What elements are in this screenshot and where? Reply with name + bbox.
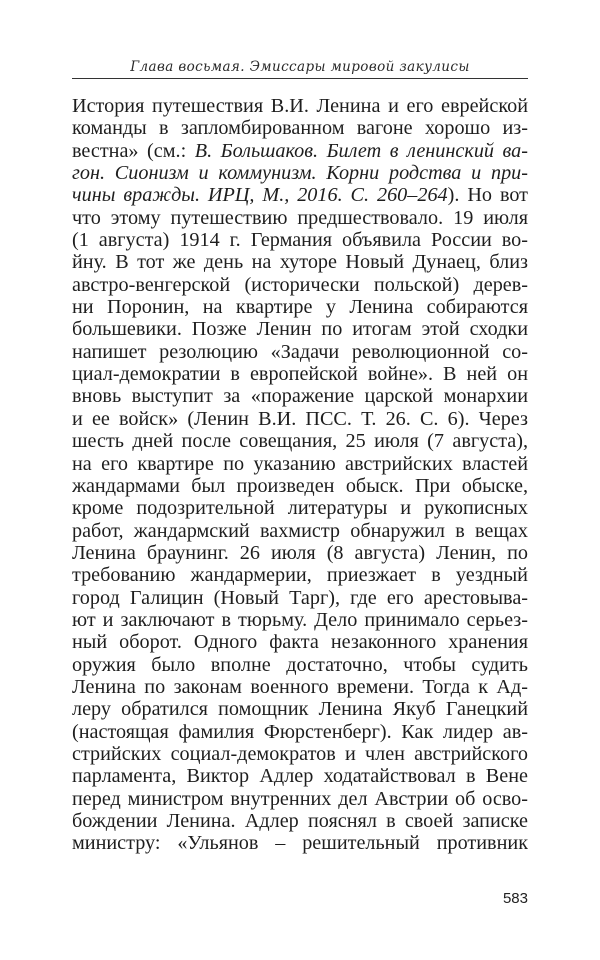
citation-text: гон. Сионизм и коммунизм. Корни родства и при-: [72, 162, 528, 185]
body-segment: перед министром внутренних дел Австрии об осво-: [72, 787, 528, 810]
text-line: [72, 341, 528, 363]
text-line: [72, 251, 528, 273]
body-segment: Ленина по законам военного времени. Тогда к Ад-: [72, 675, 528, 698]
body-segment: вестна» (см.:: [72, 139, 195, 162]
header-rule: [72, 78, 528, 79]
text-line: [72, 832, 528, 854]
body-segment: работ, жандармский вахмистр обнаружил в вещах: [72, 519, 528, 542]
text-line: [72, 743, 528, 765]
body-segment: большевики. Позже Ленин по итогам этой сходки: [72, 318, 528, 341]
body-segment: кроме подозрительной литературы и рукописных: [72, 497, 528, 520]
body-segment: ни Поронин, на квартире у Ленина собираются: [72, 296, 528, 319]
text-line: [72, 184, 528, 206]
body-segment: йну. В тот же день на хуторе Новый Дунаец, близ: [72, 251, 528, 274]
text-line: [72, 564, 528, 586]
text-line: [72, 788, 528, 810]
body-segment: вновь выступит за «поражение царской монархии: [72, 385, 528, 408]
body-segment: министру: «Ульянов – решительный противник: [72, 832, 528, 855]
body-segment: леру обратился помощник Ленина Якуб Ганецкий: [72, 698, 528, 721]
text-line: [72, 453, 528, 475]
text-line: [72, 698, 528, 720]
text-line: [72, 609, 528, 631]
body-segment: История путешествия В.И. Ленина и его еврейской: [72, 95, 528, 117]
body-segment: парламента, Виктор Адлер ходатайствовал в Вене: [72, 765, 528, 788]
text-line: [72, 274, 528, 296]
text-line: [72, 721, 528, 743]
text-line: [72, 318, 528, 340]
body-segment: австро-венгерской (исторически польской) дерев-: [72, 273, 528, 296]
text-line: [72, 95, 528, 117]
body-segment: жандармами был произведен обыск. При обыске,: [72, 474, 528, 497]
body-segment: ют и заключают в тюрьму. Дело принимало серьез-: [72, 608, 528, 631]
citation-text: чины вражды. ИРЦ, М., 2016. С. 260–264: [72, 184, 448, 207]
text-line: [72, 408, 528, 430]
text-line: [72, 117, 528, 139]
citation-text: В. Большаков. Билет в ленинский ва-: [194, 139, 528, 162]
text-line: [72, 654, 528, 676]
body-segment: ный оборот. Одного факта незаконного хранения: [72, 631, 528, 654]
body-segment: команды в запломбированном вагоне хорошо из-: [72, 117, 528, 140]
text-line: [72, 497, 528, 519]
body-segment: оружия было вполне достаточно, чтобы судить: [72, 653, 528, 676]
text-line: [72, 385, 528, 407]
text-line: [72, 430, 528, 452]
text-line: [72, 140, 528, 162]
text-line: [72, 363, 528, 385]
text-line: [72, 520, 528, 542]
text-line: [72, 207, 528, 229]
body-segment: и ее войск» (Ленин В.И. ПСС. Т. 26. С. 6). Через: [72, 407, 528, 430]
text-line: [72, 296, 528, 318]
running-head: Глава восьмая. Эмиссары мировой закулисы: [130, 59, 470, 75]
text-line: [72, 631, 528, 653]
text-line: [72, 810, 528, 832]
body-segment: на его квартире по указанию австрийских властей: [72, 452, 528, 475]
body-segment: Ленина браунинг. 26 июля (8 августа) Ленин, по: [72, 541, 528, 564]
body-segment: стрийских социал-демократов и член австрийского: [72, 742, 528, 765]
body-segment: напишет резолюцию «Задачи революционной со-: [72, 340, 528, 363]
body-segment: (1 августа) 1914 г. Германия объявила России во-: [72, 229, 528, 252]
text-line: [72, 587, 528, 609]
body-segment: (настоящая фамилия Фюрстенберг). Как лидер ав-: [72, 720, 528, 743]
text-line: [72, 229, 528, 251]
text-line: [72, 162, 528, 184]
text-line: [72, 765, 528, 787]
body-segment: город Галицин (Новый Тарг), где его арестовыва-: [72, 586, 528, 609]
body-segment: ). Но вот: [447, 184, 528, 207]
body-segment: шесть дней после совещания, 25 июля (7 августа),: [72, 430, 528, 453]
body-segment: бождении Ленина. Адлер пояснял в своей записке: [72, 810, 528, 832]
page-number: 583: [502, 890, 528, 907]
text-line: [72, 475, 528, 497]
body-segment: требованию жандармерии, приезжает в уездный: [72, 564, 528, 587]
text-line: [72, 542, 528, 564]
body-segment: циал-демократии в европейской войне». В ней он: [72, 363, 528, 386]
body-segment: что этому путешествию предшествовало. 19 июля: [72, 206, 528, 229]
body-text: [72, 95, 528, 855]
text-line: [72, 676, 528, 698]
